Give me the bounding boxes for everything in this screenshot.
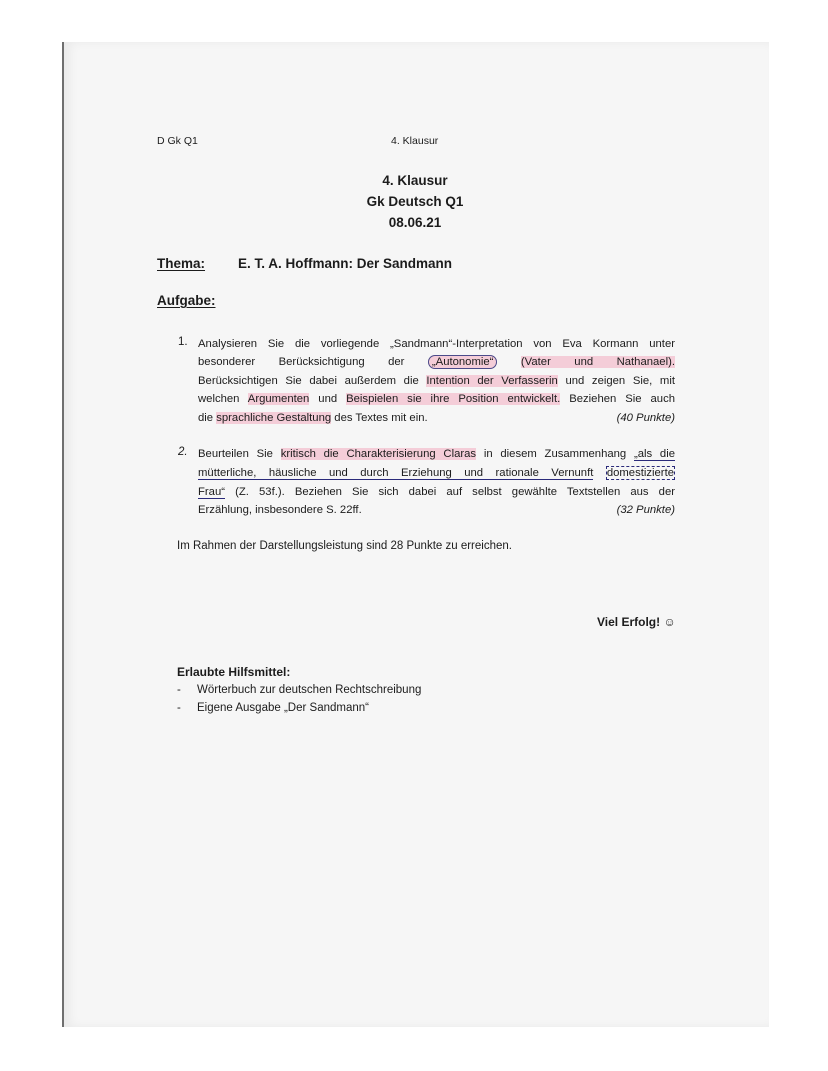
- task2-line1: Beurteilen Sie kritisch die Charakterisierung Claras in diesem Zusammenhang „als die: [198, 448, 676, 460]
- title-exam: 4. Klausur: [382, 173, 448, 188]
- highlight-autonomie: „Autonomie“: [428, 355, 498, 369]
- highlight-vater-nathanael: (Vater und Nathanael).: [520, 356, 675, 368]
- title-course: Gk Deutsch Q1: [366, 194, 464, 209]
- highlight-kritisch-clara: kritisch die Charakterisierung Claras: [280, 448, 477, 460]
- thema-text: E. T. A. Hoffmann: Der Sandmann: [238, 256, 453, 271]
- highlight-argumenten: Argumenten: [247, 393, 310, 405]
- underline-domestizierte: domestizierte: [606, 467, 674, 479]
- underline-frau: Frau“: [198, 486, 225, 498]
- title-date: 08.06.21: [388, 215, 442, 230]
- highlight-beispielen: Beispielen sie ihre Position entwickelt.: [346, 393, 561, 405]
- header-exam: 4. Klausur: [391, 135, 439, 147]
- thema-label: Thema:: [157, 256, 206, 271]
- task1-line2: besonderer Berücksichtigung der „Autonomie“ (Vater und Nathanael).: [198, 356, 675, 368]
- underline-als-die: „als die: [633, 448, 676, 460]
- hilfsmittel-bullet: -: [177, 684, 181, 696]
- task1-number: 1.: [178, 336, 188, 348]
- hilfsmittel-bullet: -: [177, 702, 181, 714]
- task2-number: 2.: [178, 446, 188, 458]
- task2-points: (32 Punkte): [616, 504, 675, 516]
- paper-sheet: [62, 42, 769, 1027]
- underline-muetterliche: mütterliche, häusliche und durch Erziehung und rationale Vernunft: [198, 467, 594, 479]
- header-course: D Gk Q1: [157, 135, 198, 147]
- darstellung-text: Im Rahmen der Darstellungsleistung sind 28 Punkte zu erreichen.: [177, 540, 512, 552]
- aufgabe-label: Aufgabe:: [157, 293, 216, 308]
- task1-line4: welchen Argumenten und Beispielen sie ihre Position entwickelt. Beziehen Sie auch: [198, 393, 676, 405]
- task1-points: (40 Punkte): [616, 412, 675, 424]
- hilfsmittel-label: Erlaubte Hilfsmittel:: [177, 665, 291, 679]
- highlight-sprachliche-gestaltung: sprachliche Gestaltung: [216, 412, 332, 424]
- task1-line3: Berücksichtigen Sie dabei außerdem die Intention der Verfasserin und zeigen Sie, mit: [198, 375, 675, 387]
- hilfsmittel-item: Wörterbuch zur deutschen Rechtschreibung: [197, 684, 422, 696]
- highlight-intention: Intention der Verfasserin: [426, 375, 558, 387]
- task2-line3: Frau“ (Z. 53f.). Beziehen Sie sich dabei auf selbst gewählte Textstellen aus der: [198, 486, 676, 498]
- task2-line4: Erzählung, insbesondere S. 22ff. (32 Punkte): [198, 504, 675, 516]
- task1-line5: die sprachliche Gestaltung des Textes mit ein. (40 Punkte): [198, 412, 675, 424]
- closing-text: Viel Erfolg! ☺: [597, 615, 676, 629]
- task1-line1: Analysieren Sie die vorliegende „Sandmann“-Interpretation von Eva Kormann unter: [198, 338, 675, 350]
- hilfsmittel-item: Eigene Ausgabe „Der Sandmann“: [197, 702, 369, 714]
- task2-line2: [198, 466, 675, 481]
